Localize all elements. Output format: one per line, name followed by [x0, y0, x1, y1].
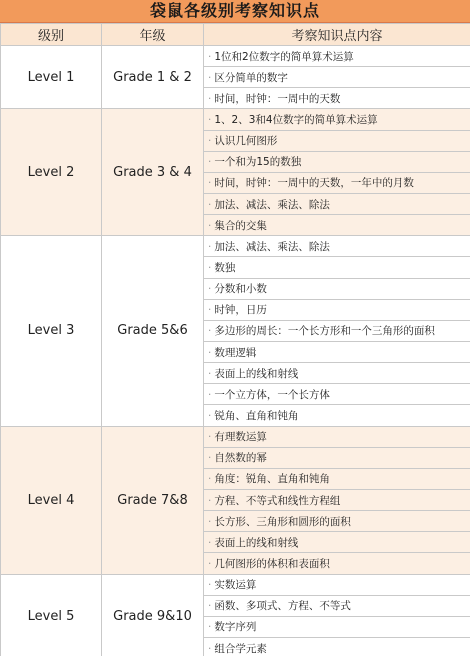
- knowledge-item-text: 时钟，日历: [214, 304, 267, 317]
- header-grade: 年级: [102, 24, 204, 46]
- grade-cell: Grade 7&8: [102, 426, 204, 574]
- knowledge-item-text: 长方形、三角形和圆形的面积: [214, 515, 351, 528]
- bullet-dot: ·: [208, 261, 212, 274]
- table-row: [1, 236, 470, 257]
- knowledge-item-cell: [204, 532, 470, 553]
- knowledge-item-cell: [204, 405, 470, 426]
- knowledge-table: [0, 23, 470, 656]
- header-content: 考察知识点内容: [204, 24, 470, 46]
- bullet-dot: ·: [208, 219, 212, 232]
- knowledge-item-cell: [204, 489, 470, 510]
- knowledge-item-text: 加法、减法、乘法、除法: [214, 198, 330, 211]
- bullet-dot: ·: [208, 431, 212, 444]
- knowledge-item-text: 表面上的线和射线: [214, 536, 299, 549]
- bullet-dot: ·: [208, 325, 212, 338]
- knowledge-item-text: 有理数运算: [214, 431, 267, 444]
- grade-cell: Grade 3 & 4: [102, 109, 204, 236]
- bullet-dot: ·: [208, 198, 212, 211]
- knowledge-item-text: 自然数的幂: [214, 452, 267, 465]
- knowledge-item-cell: [204, 595, 470, 616]
- knowledge-item-text: 时间，时钟：一周中的天数: [214, 92, 341, 105]
- knowledge-item-cell: [204, 130, 470, 151]
- knowledge-item-cell: [204, 426, 470, 447]
- knowledge-item-cell: [204, 468, 470, 489]
- knowledge-item-cell: [204, 320, 470, 341]
- bullet-dot: ·: [208, 473, 212, 486]
- bullet-dot: ·: [208, 71, 212, 84]
- knowledge-item-cell: [204, 299, 470, 320]
- bullet-dot: ·: [208, 600, 212, 613]
- knowledge-item-text: 集合的交集: [214, 219, 267, 232]
- bullet-dot: ·: [208, 304, 212, 317]
- knowledge-item-text: 函数、多项式、方程、不等式: [214, 600, 351, 613]
- bullet-dot: ·: [208, 240, 212, 253]
- knowledge-item-cell: [204, 616, 470, 637]
- knowledge-item-cell: [204, 236, 470, 257]
- table-row: [1, 574, 470, 595]
- grade-cell: Grade 9&10: [102, 574, 204, 656]
- bullet-dot: ·: [208, 50, 212, 63]
- knowledge-item-text: 时间，时钟：一周中的天数，一年中的月数: [214, 177, 414, 190]
- knowledge-item-text: 数字序列: [214, 621, 257, 634]
- knowledge-item-text: 分数和小数: [214, 283, 267, 296]
- bullet-dot: ·: [208, 409, 212, 422]
- knowledge-item-text: 认识几何图形: [214, 135, 278, 148]
- knowledge-item-cell: [204, 278, 470, 299]
- knowledge-item-cell: [204, 511, 470, 532]
- knowledge-item-cell: [204, 193, 470, 214]
- bullet-dot: ·: [208, 642, 212, 655]
- bullet-dot: ·: [208, 515, 212, 528]
- level-cell: Level 3: [1, 236, 102, 426]
- knowledge-item-cell: [204, 257, 470, 278]
- knowledge-item-cell: [204, 67, 470, 88]
- bullet-dot: ·: [208, 177, 212, 190]
- knowledge-item-cell: [204, 88, 470, 109]
- knowledge-item-cell: [204, 637, 470, 656]
- bullet-dot: ·: [208, 113, 212, 126]
- knowledge-item-cell: [204, 447, 470, 468]
- knowledge-item-text: 实数运算: [214, 579, 257, 592]
- level-cell: Level 4: [1, 426, 102, 574]
- level-cell: Level 5: [1, 574, 102, 656]
- bullet-dot: ·: [208, 494, 212, 507]
- knowledge-item-text: 区分简单的数字: [214, 71, 288, 84]
- bullet-dot: ·: [208, 621, 212, 634]
- knowledge-item-text: 几何图形的体积和表面积: [214, 557, 330, 570]
- knowledge-item-text: 1、2、3和4位数字的简单算术运算: [214, 113, 378, 126]
- knowledge-item-cell: [204, 46, 470, 67]
- knowledge-item-text: 组合学元素: [214, 642, 267, 655]
- knowledge-item-text: 一个立方体，一个长方体: [214, 388, 330, 401]
- knowledge-item-cell: [204, 574, 470, 595]
- level-cell: Level 2: [1, 109, 102, 236]
- knowledge-item-text: 表面上的线和射线: [214, 367, 299, 380]
- bullet-dot: ·: [208, 135, 212, 148]
- page-title: 袋鼠各级别考察知识点: [0, 0, 470, 23]
- knowledge-item-cell: [204, 215, 470, 236]
- level-cell: Level 1: [1, 46, 102, 109]
- bullet-dot: ·: [208, 92, 212, 105]
- knowledge-item-text: 数理逻辑: [214, 346, 257, 359]
- bullet-dot: ·: [208, 346, 212, 359]
- header-level: 级别: [1, 24, 102, 46]
- header-row: [1, 24, 470, 46]
- bullet-dot: ·: [208, 367, 212, 380]
- knowledge-item-text: 一个和为15的数独: [214, 156, 302, 169]
- bullet-dot: ·: [208, 452, 212, 465]
- bullet-dot: ·: [208, 579, 212, 592]
- knowledge-item-text: 数独: [214, 261, 236, 274]
- knowledge-item-cell: [204, 384, 470, 405]
- table-row: [1, 109, 470, 130]
- table-row: [1, 46, 470, 67]
- knowledge-item-text: 方程、不等式和线性方程组: [214, 494, 341, 507]
- knowledge-item-cell: [204, 553, 470, 574]
- knowledge-item-cell: [204, 363, 470, 384]
- knowledge-item-cell: [204, 341, 470, 362]
- bullet-dot: ·: [208, 388, 212, 401]
- grade-cell: Grade 5&6: [102, 236, 204, 426]
- knowledge-item-cell: [204, 109, 470, 130]
- bullet-dot: ·: [208, 536, 212, 549]
- knowledge-item-cell: [204, 172, 470, 193]
- grade-cell: Grade 1 & 2: [102, 46, 204, 109]
- knowledge-item-text: 1位和2位数字的简单算术运算: [214, 50, 354, 63]
- knowledge-item-cell: [204, 151, 470, 172]
- table-row: [1, 426, 470, 447]
- bullet-dot: ·: [208, 156, 212, 169]
- knowledge-item-text: 锐角、直角和钝角: [214, 409, 299, 422]
- bullet-dot: ·: [208, 283, 212, 296]
- knowledge-item-text: 角度：锐角、直角和钝角: [214, 473, 330, 486]
- knowledge-item-text: 加法、减法、乘法、除法: [214, 240, 330, 253]
- bullet-dot: ·: [208, 557, 212, 570]
- table-body: [1, 46, 470, 656]
- knowledge-item-text: 多边形的周长：一个长方形和一个三角形的面积: [214, 325, 435, 338]
